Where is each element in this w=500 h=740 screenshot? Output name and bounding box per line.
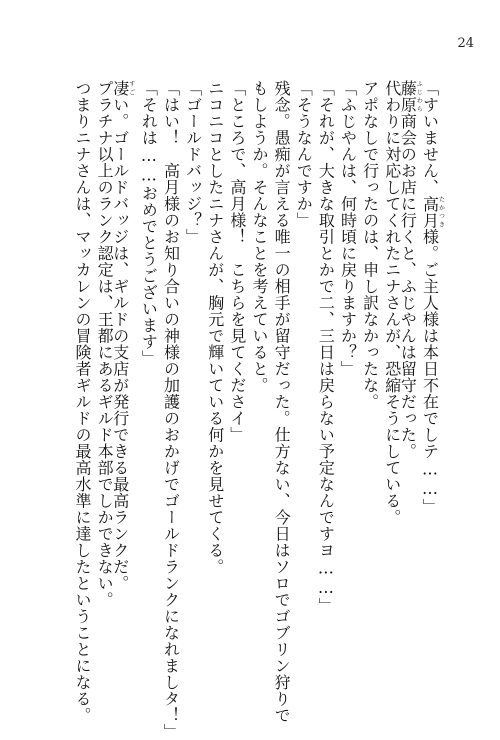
page-number: 24: [457, 36, 474, 51]
text-column-11: ニコニコとしたニナさんが、胸元で輝いている何かを見せてくる。: [205, 80, 225, 575]
text-column-7: 「そうなんですか」: [294, 80, 314, 229]
text-column-15: 凄すごい。ゴールドバッジは、ギルドの支店が発行できる最高ランクだ。: [110, 80, 135, 592]
text-column-4: アポなしで行ったのは、申し訳なかったな。: [360, 80, 380, 410]
vertical-text-body: [73, 80, 445, 740]
text-column-16: プラチナ以上のランク認定は、王都にあるギルド本部でしかできない。: [95, 80, 115, 608]
text-column-2: 藤原ふじわら商会のお店に行くと、ふじやんは留守だった。: [398, 80, 423, 460]
text-column-8: 残念。愚痴が言える唯一の相手が留守だった。仕方ない、今日はソロでゴブリン狩りで: [272, 80, 292, 724]
ruby-sugo: 凄すご: [110, 80, 135, 97]
text-column-3: 代わりに対応してくれたニナさんが、恐縮そうにしている。: [382, 80, 402, 526]
text-column-14: 「それは……おめでとうございます」: [139, 80, 159, 367]
text-column-17: つまりニナさんは、マッカレンの冒険者ギルドの最高水準に達したということになる。: [73, 80, 92, 724]
text-column-5: 「ふじやんは、何時頃に戻りますか？」: [338, 80, 358, 377]
ruby-takatsuki: 高月たかつき: [420, 195, 445, 229]
text-column-6: 「それが、大きな取引とかで二、三日は戻らない予定なんですヨ……」: [316, 80, 336, 614]
text-column-10: 「ところで、高月様！ こちらを見てくださイ」: [227, 80, 247, 443]
text-column-13: 「はい！ 高月様のお知り合いの神様の加護のおかげでゴールドランクになれましタ！」: [161, 80, 181, 740]
text-column-9: もしようか。そんなことを考えていると。: [250, 80, 269, 394]
ruby-fujiwara: 藤原ふじわら: [398, 80, 423, 113]
text-column-12: 「ゴールドバッジ？」: [183, 80, 203, 245]
text-column-1: 「すいません、高月たかつき様。ご主人様は本日不在でしテ……」: [420, 80, 445, 515]
